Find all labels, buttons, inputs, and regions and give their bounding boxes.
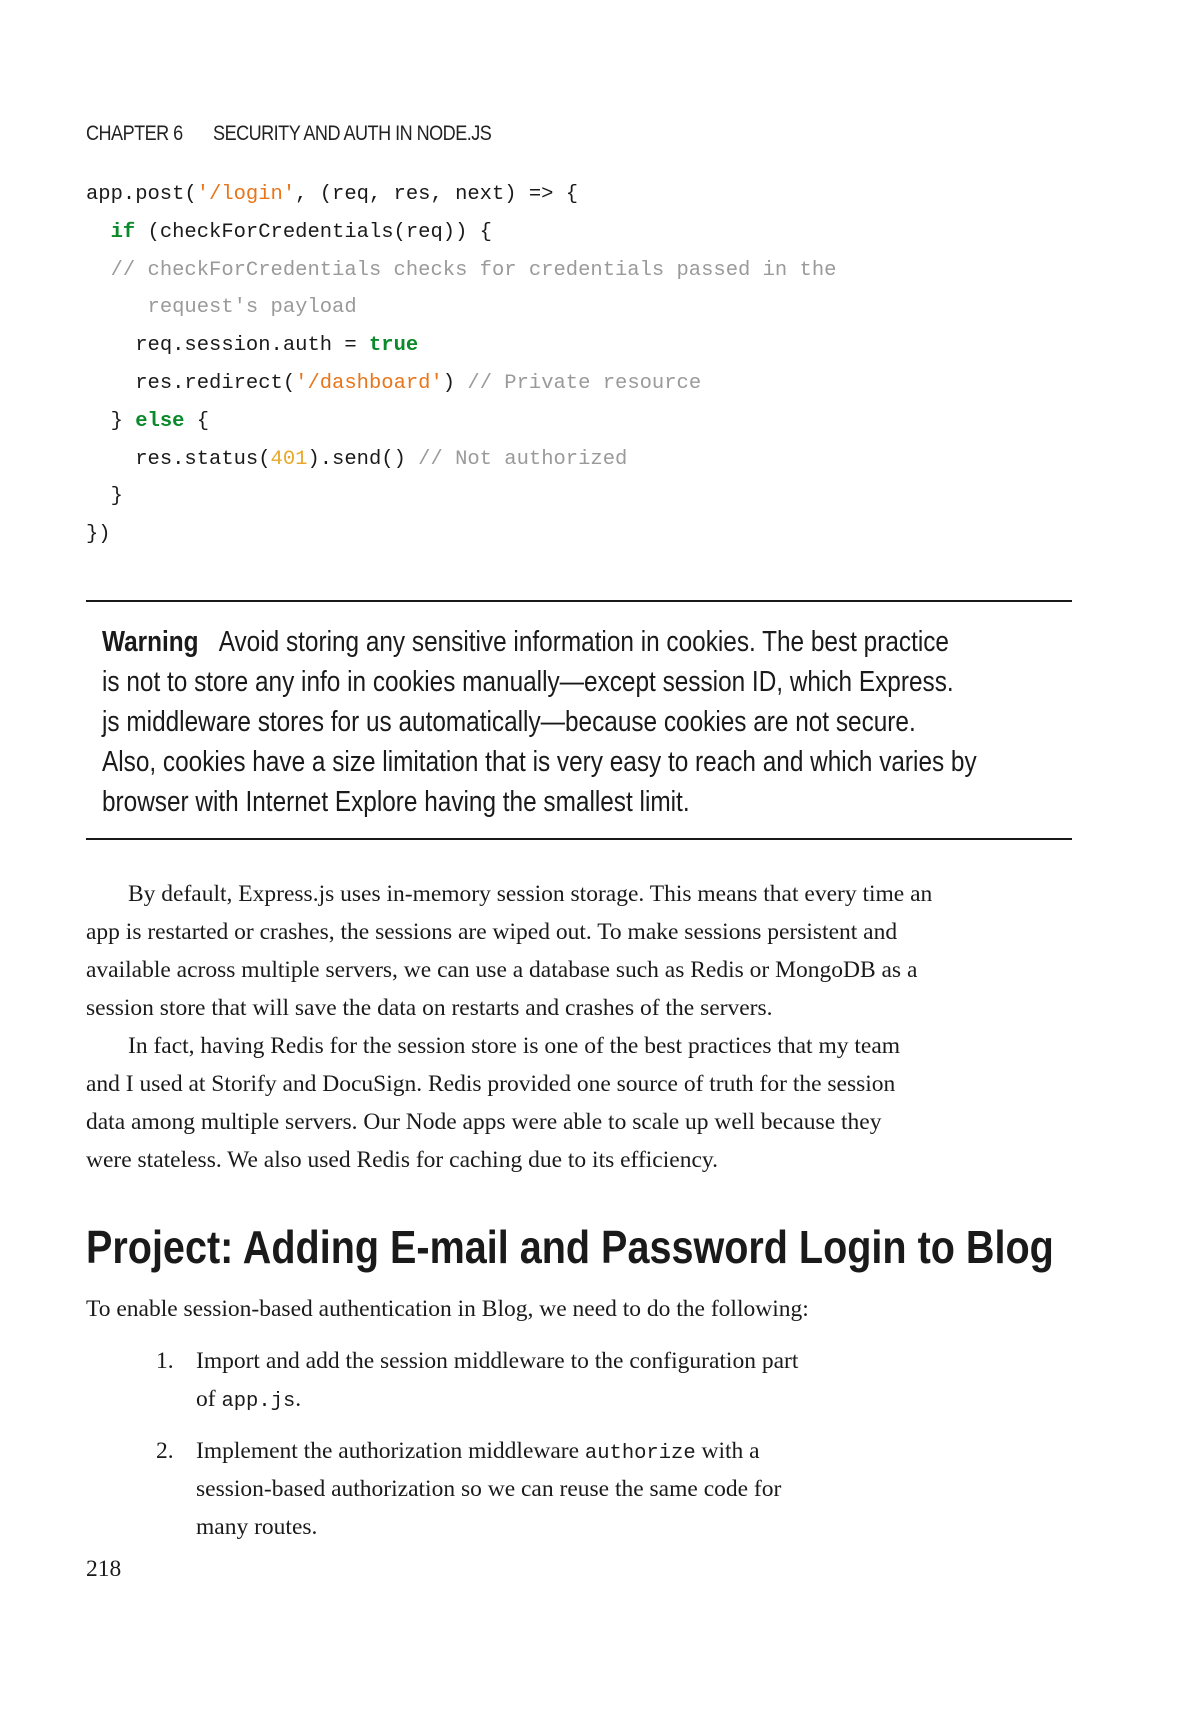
running-header [86, 122, 688, 156]
code-line: res.status(401).send() // Not authorized [135, 447, 628, 471]
intro-text: To enable session-based authentication in Blog, we need to do the following: [86, 1296, 809, 1322]
code-line: res.redirect('/dashboard') // Private resource [135, 371, 702, 395]
warning-line: is not to store any info in cookies manually—except session ID, which Express. [102, 666, 954, 698]
list-number: 1. [156, 1348, 174, 1374]
code-line: app.post('/login', (req, res, next) => { [86, 183, 579, 206]
code-line: } [110, 485, 123, 509]
warning-line: Warning Avoid storing any sensitive information in cookies. The best practice [102, 626, 949, 658]
warning-box [102, 622, 1082, 822]
chapter-label: CHAPTER 6 [86, 122, 183, 145]
paragraph: By default, Express.js uses in-memory session storage. This means that every time an app is restarted or crashes, the sessions are wiped out. To make sessions persistent and available across multiple servers, we can use a database such as Redis or MongoDB as a session store that will save the data on restarts and crashes of the servers. [86, 881, 933, 1021]
code-line: request's payload [147, 296, 357, 320]
warning-label: Warning [102, 626, 199, 658]
chapter-title: SECURITY AND AUTH IN NODE.JS [213, 122, 492, 145]
warning-line: Also, cookies have a size limitation that is very easy to reach and which varies by [102, 746, 977, 778]
list-number: 2. [156, 1438, 174, 1464]
warning-top-rule [86, 600, 1072, 602]
code-line: req.session.auth = true [135, 334, 419, 358]
section-heading: Project: Adding E-mail and Password Login to Blog [86, 1221, 1054, 1273]
paragraph: In fact, having Redis for the session store is one of the best practices that my team and I used at Storify and DocuSign. Redis provided one source of truth for the session data among multiple servers. Our Node apps were able to scale up well because they were stateless. We also used Redis for caching due to its efficiency. [86, 1033, 901, 1173]
code-block [86, 176, 1086, 554]
warning-line: browser with Internet Explore having the smallest limit. [102, 786, 690, 818]
warning-bottom-rule [86, 838, 1072, 840]
code-line: } else { [110, 409, 210, 433]
code-line: }) [86, 523, 111, 547]
warning-line: js middleware stores for us automatically—because cookies are not secure. [102, 706, 916, 738]
page-number: 218 [86, 1556, 122, 1582]
code-line: if (checkForCredentials(req)) { [110, 220, 492, 244]
code-line: // checkForCredentials checks for credentials passed in the [110, 258, 837, 282]
